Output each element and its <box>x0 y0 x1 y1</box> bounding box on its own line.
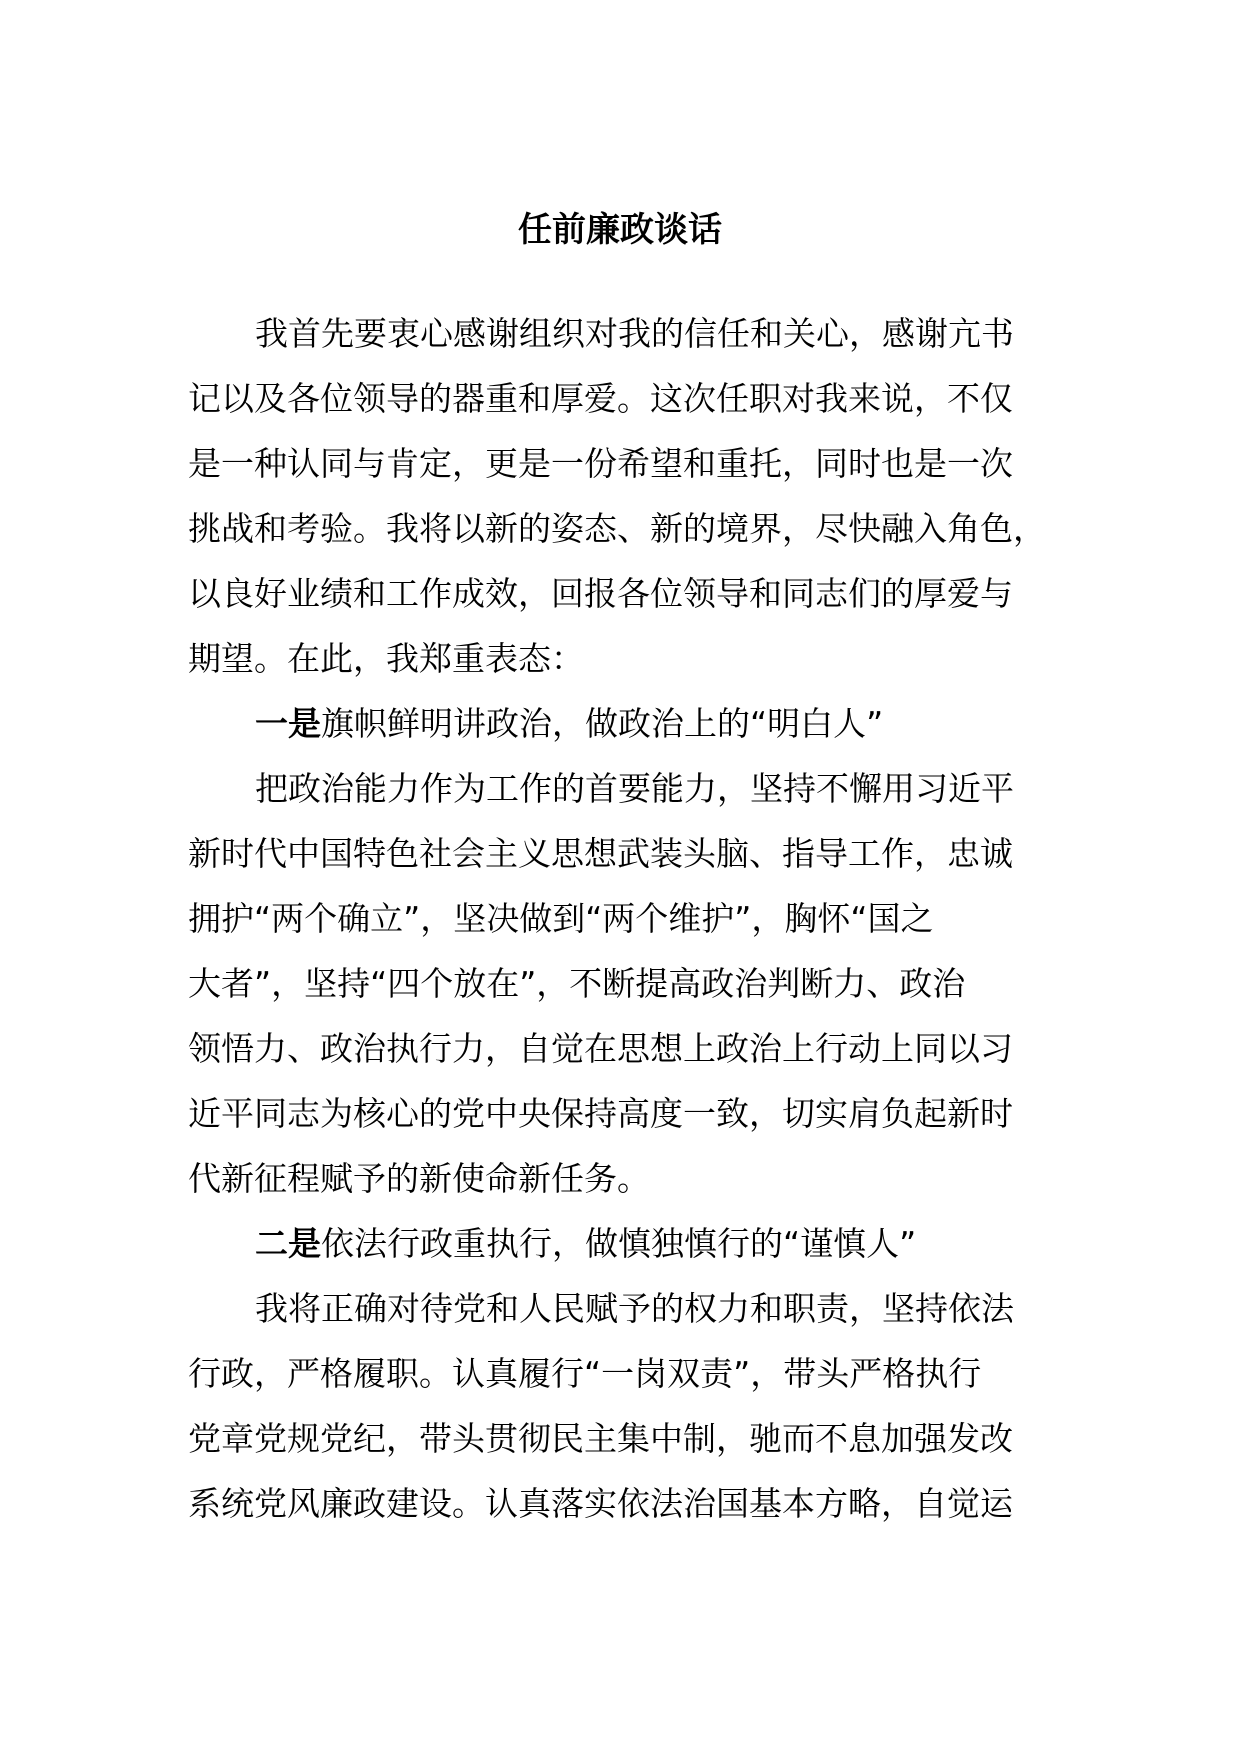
body-text-line <box>188 821 1050 886</box>
body-text-line <box>188 1276 1050 1341</box>
line-text: 大者”，坚持“四个放在”，不断提高政治判断力、政治 <box>188 964 966 1003</box>
line-text: 我首先要衷心感谢组织对我的信任和关心，感谢亢书 <box>255 314 1014 353</box>
body-text-line <box>188 301 1050 366</box>
line-text: 挑战和考验。我将以新的姿态、新的境界，尽快融入角色， <box>188 509 1046 548</box>
line-text: 记以及各位领导的器重和厚爱。这次任职对我来说，不仅 <box>188 379 1013 418</box>
body-text-line <box>188 1016 1050 1081</box>
section-heading-line <box>188 691 1050 756</box>
body-text-line <box>188 1341 1050 1406</box>
line-text: 行政，严格履职。认真履行“一岗双责”，带头严格执行 <box>188 1354 982 1393</box>
line-text: 党章党规党纪，带头贯彻民主集中制，驰而不息加强发改 <box>188 1419 1013 1458</box>
body-text-line <box>188 366 1050 431</box>
body-text-line <box>188 1406 1050 1471</box>
line-text: 系统党风廉政建设。认真落实依法治国基本方略，自觉运 <box>188 1484 1013 1523</box>
line-text: 是一种认同与肯定，更是一份希望和重托，同时也是一次 <box>188 444 1013 483</box>
body-text-line <box>188 886 1050 951</box>
section-lead: 二是 <box>255 1224 321 1263</box>
body-text-line <box>188 1081 1050 1146</box>
body-text-line <box>188 951 1050 1016</box>
line-text: 近平同志为核心的党中央保持高度一致，切实肩负起新时 <box>188 1094 1013 1133</box>
line-text: 把政治能力作为工作的首要能力，坚持不懈用习近平 <box>255 769 1014 808</box>
line-text: 期望。在此，我郑重表态： <box>188 639 584 678</box>
body-text-line <box>188 626 1050 691</box>
line-text: 代新征程赋予的新使命新任务。 <box>188 1159 650 1198</box>
line-text: 依法行政重执行，做慎独慎行的“谨慎人” <box>321 1224 917 1263</box>
body-text-line <box>188 756 1050 821</box>
line-text: 领悟力、政治执行力，自觉在思想上政治上行动上同以习 <box>188 1029 1013 1068</box>
body-text-line <box>188 1146 1050 1211</box>
body-text-line <box>188 1471 1050 1536</box>
document-title: 任前廉政谈话 <box>518 210 722 250</box>
section-heading-line <box>188 1211 1050 1276</box>
body-text-line <box>188 561 1050 626</box>
document-body <box>188 301 1050 1536</box>
body-text-line <box>188 496 1050 561</box>
body-text-line <box>188 431 1050 496</box>
line-text: 以良好业绩和工作成效，回报各位领导和同志们的厚爱与 <box>188 574 1013 613</box>
section-lead: 一是 <box>255 704 321 743</box>
line-text: 我将正确对待党和人民赋予的权力和职责，坚持依法 <box>255 1289 1014 1328</box>
line-text: 新时代中国特色社会主义思想武装头脑、指导工作，忠诚 <box>188 834 1013 873</box>
line-text: 旗帜鲜明讲政治，做政治上的“明白人” <box>321 704 884 743</box>
line-text: 拥护“两个确立”，坚决做到“两个维护”，胸怀“国之 <box>188 899 934 938</box>
